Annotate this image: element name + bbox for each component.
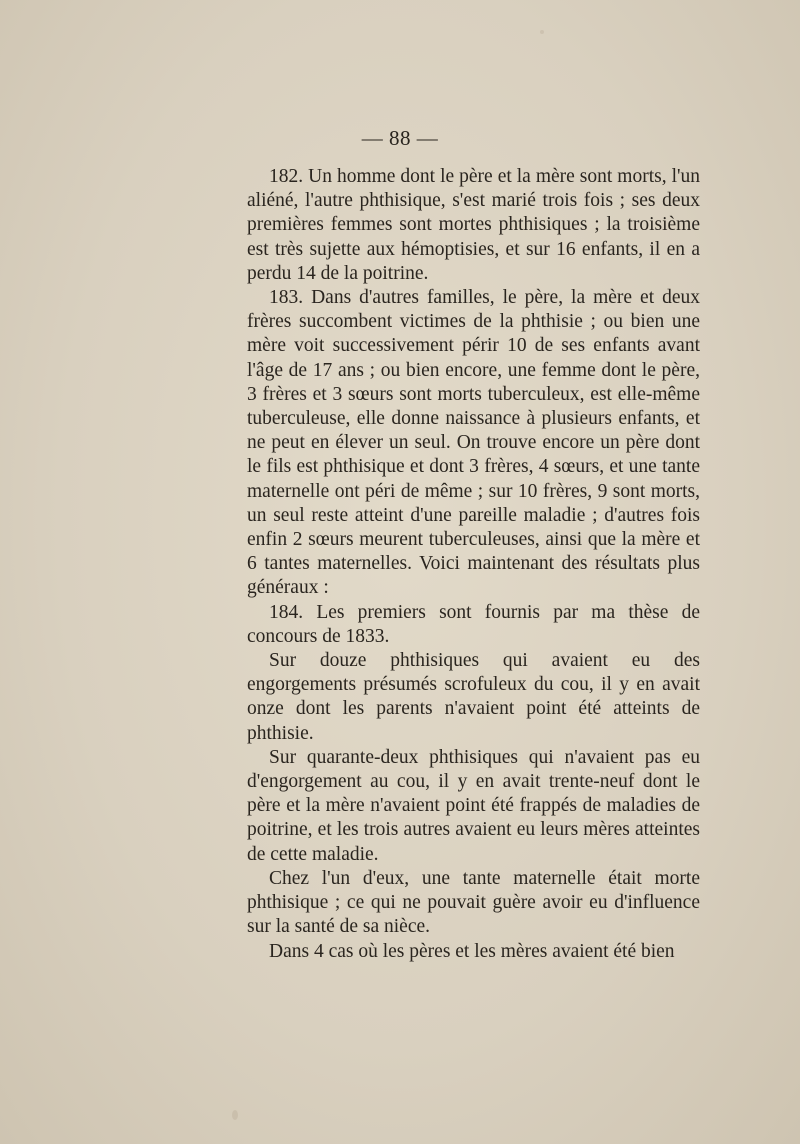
paper-stain — [232, 1110, 238, 1120]
paragraph-no-engorgement: Sur quarante-deux phthisiques qui n'avaient pas eu d'engorgement au cou, il y en avait trente-neuf dont le père et la mère n'avaient point été frappés de maladies de poitrine, et les trois autres avaient eu leurs mères atteintes de cette maladie. — [247, 746, 700, 865]
page-number: — 88 — — [361, 126, 439, 150]
body-text — [247, 165, 700, 964]
paragraph-184: 184. Les premiers sont fournis par ma thèse de concours de 1833. — [247, 601, 700, 647]
paragraph-four-cases: Dans 4 cas où les pères et les mères avaient été bien — [269, 940, 675, 962]
paragraph-182: 182. Un homme dont le père et la mère sont morts, l'un aliéné, l'autre phthisique, s'est marié trois fois ; ses deux premières femmes sont mortes phthisiques ; la troisième est très sujette aux hémoptisies, et sur 16 enfants, il en a perdu 14 de la poitrine. — [247, 166, 700, 284]
paragraph-183: 183. Dans d'autres familles, le père, la mère et deux frères succombent victimes de la phthisie ; ou bien une mère voit successivement périr 10 de ses enfants avant l'âge de 17 ans ; ou bien encore, une femme dont le père, 3 frères et 3 sœurs sont morts tuberculeux, est elle-même tuberculeuse, elle donne naissance à plusieurs enfants, et ne peut en élever un seul. On trouve encore un père dont le fils est phthisique et dont 3 frères, 4 sœurs, et une tante maternelle ont péri de même ; sur 10 frères, 9 sont morts, un seul reste atteint d'une pareille maladie ; d'autres fois enfin 2 sœurs meurent tuberculeuses, ainsi que la mère et 6 tantes maternelles. Voici maintenant des résultats plus généraux : — [247, 287, 700, 599]
paragraph-maternal-aunt: Chez l'un d'eux, une tante maternelle était morte phthisique ; ce qui ne pouvait guère avoir eu d'influence sur la santé de sa nièce. — [247, 867, 700, 938]
paper-stain — [540, 30, 544, 34]
paragraph-scrofulous: Sur douze phthisiques qui avaient eu des engorgements présumés scrofuleux du cou, il y en avait onze dont les parents n'avaient point été atteints de phthisie. — [247, 650, 700, 744]
